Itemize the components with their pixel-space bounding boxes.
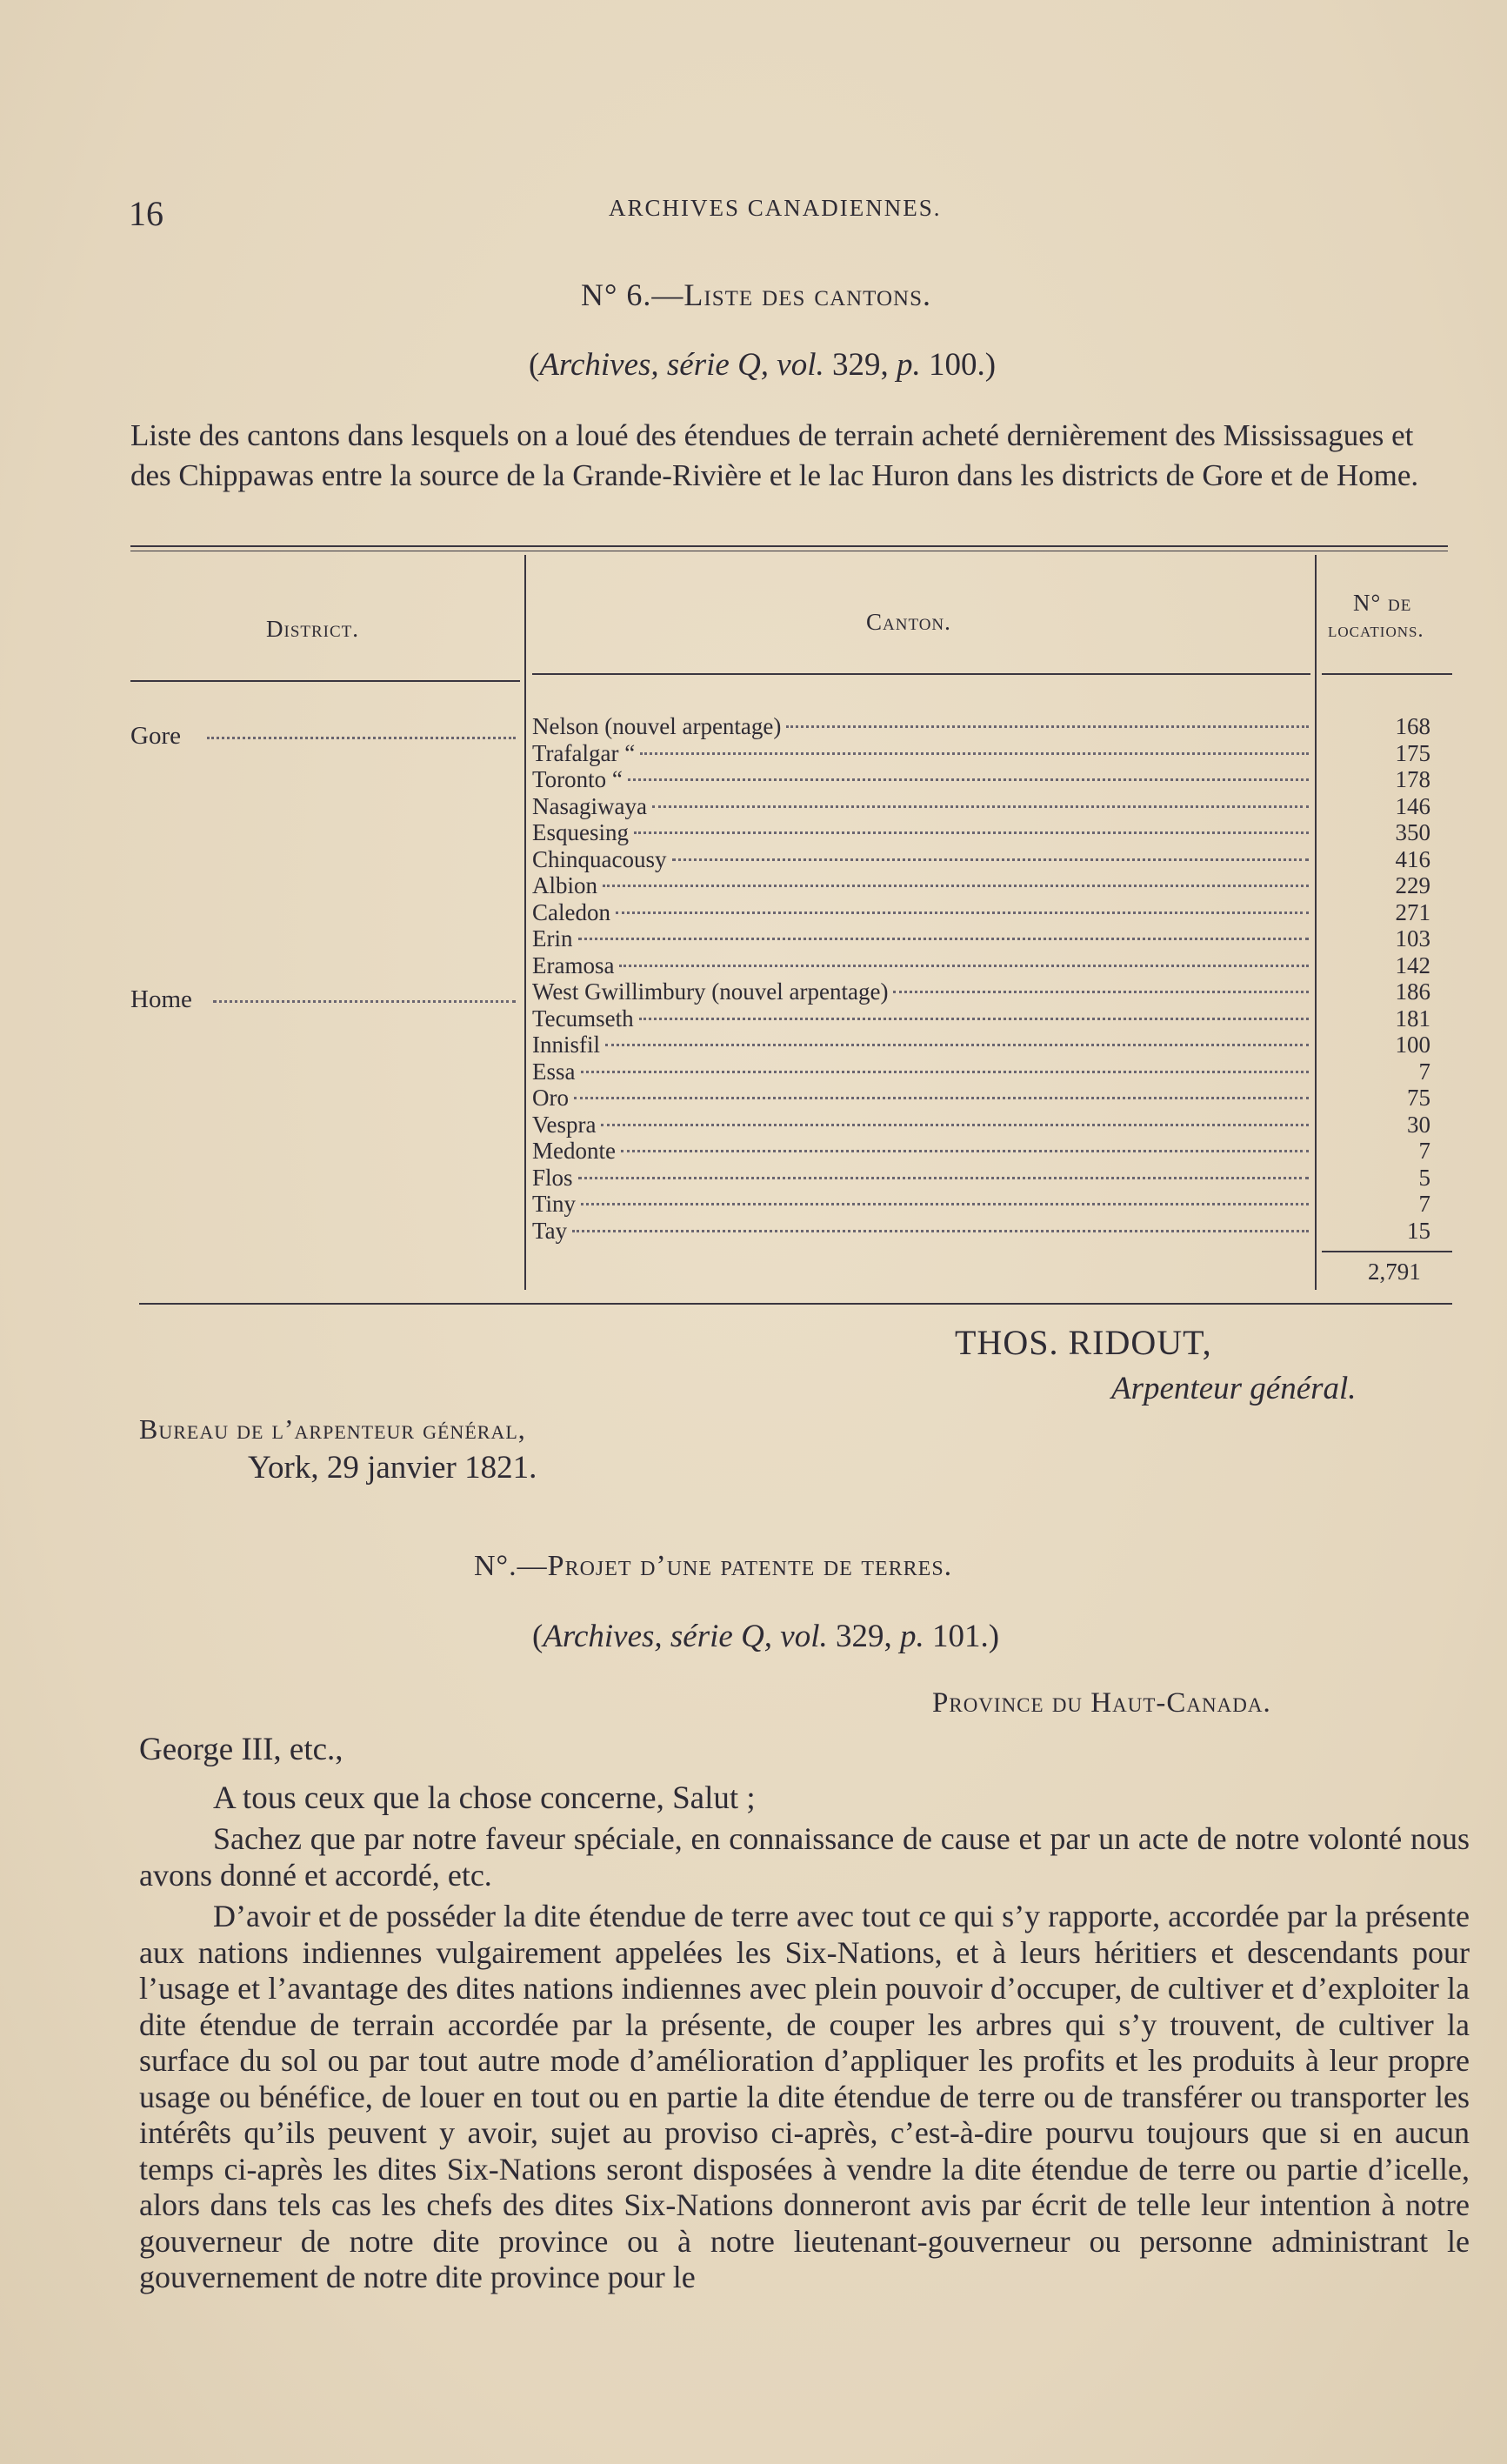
locations-count: 7: [1418, 1138, 1430, 1164]
table-row: [0, 1165, 1507, 1191]
table-row: [0, 1085, 1507, 1111]
district-gore: Gore: [130, 722, 181, 750]
header-locations-line2: locations.: [1328, 619, 1424, 642]
dot-leader: [605, 1044, 1309, 1046]
dot-leader: [619, 965, 1309, 967]
locations-count: 103: [1395, 925, 1430, 952]
locations-count: 178: [1395, 766, 1430, 792]
dot-leader: [581, 1071, 1309, 1073]
signatory-name: THOS. RIDOUT,: [955, 1323, 1212, 1362]
table-row: [0, 1058, 1507, 1085]
section-7-number: N°.—: [474, 1550, 548, 1582]
locations-count: 142: [1395, 952, 1430, 978]
locations-count: 175: [1395, 739, 1430, 766]
citation-page-label: p.: [900, 1619, 924, 1654]
section-6-citation: [529, 346, 996, 384]
locations-count: 15: [1407, 1217, 1430, 1244]
canton-name: Eramosa: [532, 952, 615, 978]
header-rule-canton: [532, 673, 1310, 675]
canton-name: Nelson (nouvel arpentage): [532, 713, 782, 739]
table-total: 2,791: [1368, 1259, 1421, 1285]
locations-count: 168: [1395, 713, 1430, 739]
header-rule-district: [130, 680, 520, 682]
canton-name: Tecumseth: [532, 1005, 634, 1032]
section-7-citation: [532, 1618, 999, 1655]
table-row: [0, 1138, 1507, 1164]
table-row: [0, 793, 1507, 819]
citation-volume: 329,: [827, 1619, 900, 1654]
citation-page: 101.): [924, 1619, 1000, 1654]
table-row: [0, 1218, 1507, 1244]
header-rule-locations: [1322, 673, 1452, 675]
table-row: [0, 1191, 1507, 1217]
canton-name: Oro: [532, 1085, 569, 1111]
table-row: [0, 766, 1507, 792]
canton-name: West Gwillimbury (nouvel arpentage): [532, 978, 889, 1005]
province-line: Province du Haut-Canada.: [932, 1687, 1271, 1719]
dot-leader: [581, 1203, 1309, 1205]
header-locations-line1: N° de: [1353, 590, 1412, 616]
section-7-title-text: Projet d’une patente de terres.: [547, 1550, 953, 1582]
canton-name: Innisfil: [532, 1032, 600, 1058]
dot-leader: [621, 1150, 1309, 1152]
canton-name: Erin: [532, 925, 573, 952]
dot-leader: [639, 1018, 1309, 1020]
canton-name: Flos: [532, 1164, 573, 1191]
canton-name: Toronto “: [532, 766, 623, 792]
citation-paren: (: [529, 347, 540, 383]
table-row: [0, 899, 1507, 925]
dot-leader: [634, 831, 1309, 834]
canton-name: Medonte: [532, 1138, 616, 1164]
patent-address: A tous ceux que la chose concerne, Salut ;: [213, 1780, 756, 1816]
bureau-line: Bureau de l’arpenteur général,: [139, 1413, 526, 1445]
table-row: [0, 1005, 1507, 1032]
citation-volume: 329,: [824, 347, 897, 383]
citation-source: Archives, série Q, vol.: [543, 1619, 828, 1654]
running-head: ARCHIVES CANADIENNES.: [609, 195, 942, 221]
locations-count: 271: [1395, 898, 1430, 925]
canton-name: Essa: [532, 1058, 576, 1085]
canton-name: Esquesing: [532, 819, 629, 845]
dot-leader: [628, 778, 1309, 781]
locations-count: 7: [1418, 1058, 1430, 1085]
citation-source: Archives, série Q, vol.: [539, 347, 824, 383]
header-district: District.: [266, 616, 360, 642]
dot-leader: [672, 858, 1309, 861]
dot-leader: [603, 885, 1309, 887]
place-date: York, 29 janvier 1821.: [248, 1450, 537, 1486]
dot-leader: [616, 911, 1309, 914]
locations-count: 350: [1395, 819, 1430, 845]
table-row: [0, 1032, 1507, 1058]
total-rule: [1322, 1251, 1452, 1252]
table-row: [0, 872, 1507, 898]
table-row: [0, 740, 1507, 766]
canton-name: Vespra: [532, 1111, 597, 1138]
citation-page: 100.): [920, 347, 997, 383]
table-top-rule: [130, 545, 1448, 547]
table-row: [0, 713, 1507, 739]
citation-paren: (: [532, 1619, 543, 1654]
section-6-number: N° 6.—: [581, 277, 684, 312]
district-home: Home: [130, 985, 192, 1013]
locations-count: 100: [1395, 1032, 1430, 1058]
table-row: [0, 846, 1507, 872]
canton-name: Tiny: [532, 1191, 577, 1217]
locations-count: 229: [1395, 872, 1430, 898]
table-row: [0, 1112, 1507, 1138]
dot-leader: [601, 1124, 1309, 1126]
dot-leader: [572, 1230, 1309, 1232]
section-6-title-text: Liste des cantons.: [683, 277, 932, 312]
locations-count: 186: [1395, 978, 1430, 1005]
canton-name: Nasagiwaya: [532, 792, 647, 819]
table-row: [0, 952, 1507, 978]
canton-name: Trafalgar “: [532, 739, 636, 766]
table-row: [0, 978, 1507, 1005]
locations-count: 181: [1395, 1005, 1430, 1032]
locations-count: 75: [1407, 1085, 1430, 1111]
table-row: [0, 819, 1507, 845]
canton-name: Caledon: [532, 898, 610, 925]
table-bottom-rule: [139, 1303, 1452, 1305]
page-number: 16: [129, 194, 163, 233]
locations-count: 416: [1395, 845, 1430, 872]
header-canton: Canton.: [866, 609, 951, 635]
locations-count: 7: [1418, 1191, 1430, 1217]
dot-leader: [786, 725, 1309, 728]
patent-paragraph-1: Sachez que par notre faveur spéciale, en connaissance de cause et par un acte de notre volonté nous avons donné et accordé, etc.: [139, 1821, 1470, 1893]
section-6-title: [581, 277, 931, 313]
table-row: [0, 925, 1507, 952]
locations-count: 146: [1395, 792, 1430, 819]
canton-name: Chinquacousy: [532, 845, 667, 872]
dot-leader: [640, 752, 1309, 755]
patent-paragraph-2: D’avoir et de posséder la dite étendue de terre avec tout ce qui s’y rapporte, accordée par la présente aux nations indiennes vulgairement appelées les Six-Nations, et à leurs héritiers et descendants pour l’usage et l’avantage des dites nations indiennes avec plein pouvoir d’occuper, de cultiver et d’exploiter la dite étendue de terrain accordée par la présente, de couper les arbres qui s’y trouvent, de cultiver la surface du sol ou par tout autre mode d’amélioration d’appliquer les profits et les produits à leur propre usage ou bénéfice, de louer en tout ou en partie la dite étendue de terre ou de transférer ou transporter les intérêts qu’ils peuvent y avoir, sujet au proviso ci-après, c’est-à-dire pourvu toujours que si en aucun temps ci-après les dites Six-Nations seront disposées à vendre la dite étendue de terre ou partie d’icelle, alors dans tels cas les chefs des dites Six-Nations donneront avis par écrit de telle leur intention à notre gouverneur de notre dite province ou à notre lieutenant-gouverneur ou personne administrant le gouvernement de notre dite province pour le: [139, 1899, 1470, 2294]
dot-leader: [652, 805, 1309, 808]
dot-leader: [578, 1177, 1309, 1179]
section-7-title: [474, 1550, 952, 1583]
dot-leader: [578, 938, 1309, 940]
signatory-title: Arpenteur général.: [1111, 1371, 1357, 1406]
canton-name: Tay: [532, 1217, 568, 1244]
section-6-intro: Liste des cantons dans lesquels on a loué des étendues de terrain acheté dernièrement des Mississagues et des Chippawas entre la source de la Grande-Rivière et le lac Huron dans les districts de Gore et de Home.: [130, 418, 1419, 492]
canton-name: Albion: [532, 872, 598, 898]
dot-leader: [893, 991, 1309, 993]
locations-count: 30: [1407, 1111, 1430, 1138]
patent-salutation: George III, etc.,: [139, 1732, 343, 1767]
citation-page-label: p.: [897, 347, 921, 383]
dot-leader: [574, 1097, 1309, 1099]
locations-count: 5: [1418, 1164, 1430, 1191]
